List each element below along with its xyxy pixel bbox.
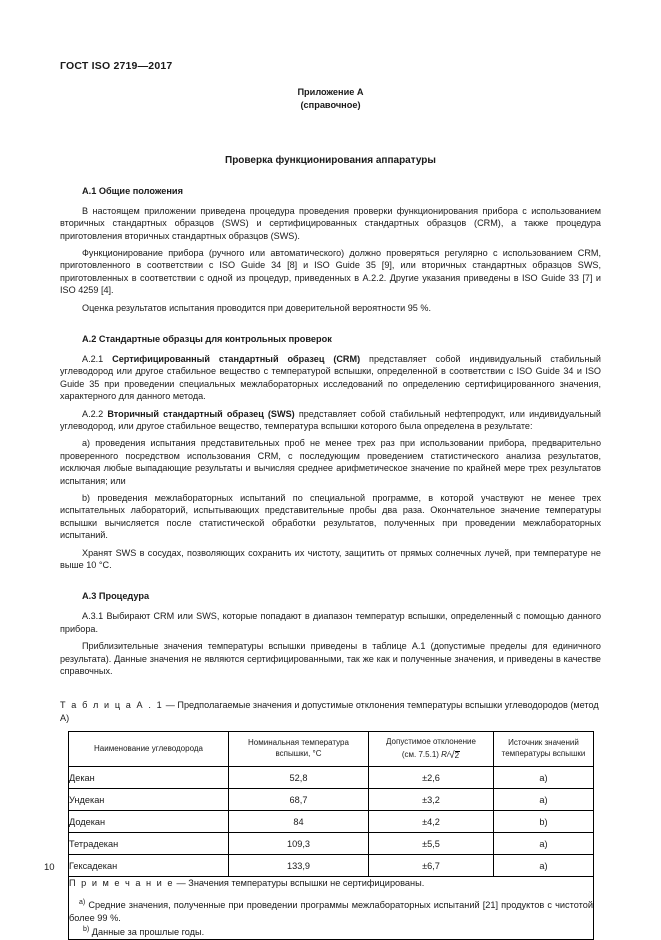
running-header: ГОСТ ISO 2719—2017 — [60, 60, 173, 72]
column-header-source-line2: температуры вспышки — [501, 749, 586, 759]
column-header-tolerance-line1: Допустимое отклонение — [386, 736, 476, 746]
footnote-a-marker: a) — [79, 899, 86, 907]
section-heading-a3: А.3 Процедура — [82, 591, 150, 602]
column-header-source — [494, 731, 594, 766]
table-row — [69, 855, 594, 877]
annex-kind: (справочное) — [300, 100, 361, 111]
cell-hydrocarbon-name: Декан — [69, 767, 229, 789]
paragraph-a2-2 — [60, 408, 601, 433]
tolerance-clause-ref: (см. 7.5.1) — [401, 749, 439, 759]
column-header-hydrocarbon-name: Наименование углеводорода — [69, 731, 229, 766]
page-content — [60, 86, 601, 940]
paragraph-a1-1: В настоящем приложении приведена процедура проведения проверки функционирования прибора с использованием вторичных стандартных образцов (SWS) и сертифицированных стандартных образцов (CRM), а также процедура приготовления вторичных стандартных образцов (SWS). — [60, 205, 601, 241]
column-header-tolerance-formula — [402, 748, 460, 762]
column-header-source-line1: Источник значений — [508, 738, 579, 748]
cell-nominal-temperature: 52,8 — [229, 767, 369, 789]
clause-text-a22: представляет собой стабильный нефтепродукт, или индивидуальный углеводород, или другое стабильное вещество, температура вспышки которого была определена в результате: — [60, 408, 601, 431]
annex-label: Приложение А — [297, 87, 364, 97]
table-caption — [60, 699, 601, 724]
footnote-b-marker: b) — [83, 925, 90, 933]
tolerance-formula-var: R/ — [441, 749, 450, 759]
footnote-b — [69, 925, 593, 939]
cell-hydrocarbon-name: Гексадекан — [69, 855, 229, 877]
paragraph-a2-3: Хранят SWS в сосудах, позволяющих сохранить их чистоту, защитить от прямых солнечных лучей, при температуре не выше 10 °C. — [60, 547, 601, 571]
table-row — [69, 833, 594, 855]
footnote-a-text: Средние значения, полученные при проведении программы межлабораторных испытаний [21] продуктов с чистотой более 99 %. — [69, 900, 593, 924]
cell-nominal-temperature: 109,3 — [229, 833, 369, 855]
clause-number-a21: А.2.1 — [82, 353, 104, 364]
cell-tolerance: ±5,5 — [369, 833, 494, 855]
table-row — [69, 811, 594, 833]
cell-tolerance: ±6,7 — [369, 855, 494, 877]
clause-text-a21: представляет собой индивидуальный стабильный углеводород или другое стабильное вещество с температурой вспышки, определенной в соответствии с ISO Guide 34 и ISO Guide 35 при проведении специальных межлабораторных исследований по определению сертифицированного значения, характерного для данного метода. — [60, 353, 601, 402]
tolerance-formula-radicand: 2 — [454, 750, 460, 760]
cell-nominal-temperature: 84 — [229, 811, 369, 833]
footnote-a — [69, 898, 593, 925]
cell-tolerance: ±4,2 — [369, 811, 494, 833]
annex-title: Проверка функционирования аппаратуры — [225, 154, 436, 166]
cell-source: a) — [494, 789, 594, 811]
table-row — [69, 767, 594, 789]
note-label: П р и м е ч а н и е — [69, 878, 174, 889]
cell-source: a) — [494, 833, 594, 855]
cell-hydrocarbon-name: Тетрадекан — [69, 833, 229, 855]
paragraph-a2-1 — [60, 353, 601, 403]
paragraph-a1-2: Функционирование прибора (ручного или автоматического) должно проверяться регулярно с использованием CRM, приготовленного в соответствии с ISO Guide 34 [8] и ISO Guide 35 [9], или вторичных стандартных образцов SWS, приготовленных в соответствии с одной из процедур, приведенных в А.2.2. Другие указания приведены в ISO Guide 33 [7] и ISO 4259 [4]. — [60, 247, 601, 296]
table-caption-dash: — — [165, 700, 175, 711]
table-body — [69, 767, 594, 940]
column-header-nominal-line1: Номинальная температура — [248, 738, 349, 748]
cell-source: a) — [494, 767, 594, 789]
term-sws: Вторичный стандартный образец (SWS) — [107, 408, 295, 419]
table-row — [69, 789, 594, 811]
cell-tolerance: ±3,2 — [369, 789, 494, 811]
cell-source: a) — [494, 855, 594, 877]
flash-point-table — [68, 731, 594, 940]
table-caption-text: Предполагаемые значения и допустимые отклонения температуры вспышки углеводородов (метод А) — [60, 700, 599, 724]
list-item-a: a) проведения испытания представительных проб не менее трех раз при использовании прибора, предварительно проверенного посредством использования CRM, с последующим проведением статистического анализа результатов, исключая любые выпадающие результаты и вычисляя среднее арифметическое значение по крайней мере трех результатов испытания; или — [60, 438, 601, 486]
annex-heading-block — [60, 86, 601, 113]
paragraph-a1-3: Оценка результатов испытания проводится при доверительной вероятности 95 %. — [82, 302, 431, 313]
note-text: Значения температуры вспышки не сертифицированы. — [188, 878, 425, 889]
table-caption-label: Т а б л и ц а А . 1 — [60, 700, 164, 711]
column-header-tolerance — [369, 731, 494, 766]
table-header-row — [69, 731, 594, 766]
cell-hydrocarbon-name: Ундекан — [69, 789, 229, 811]
section-heading-a2: А.2 Стандартные образцы для контрольных проверок — [82, 333, 332, 344]
page-number: 10 — [44, 862, 55, 873]
cell-nominal-temperature: 133,9 — [229, 855, 369, 877]
cell-nominal-temperature: 68,7 — [229, 789, 369, 811]
cell-source: b) — [494, 811, 594, 833]
clause-number-a22: А.2.2 — [82, 408, 104, 419]
section-heading-a1: А.1 Общие положения — [82, 185, 183, 196]
term-crm: Сертифицированный стандартный образец (CRM) — [112, 353, 361, 364]
cell-tolerance: ±2,6 — [369, 767, 494, 789]
note-dash: — — [176, 878, 186, 889]
paragraph-a3-1: А.3.1 Выбирают CRM или SWS, которые попадают в диапазон температур вспышки, определенный с помощью данного прибора. — [60, 611, 601, 634]
column-header-nominal-line2: вспышки, °C — [275, 749, 322, 759]
footnote-b-text: Данные за прошлые годы. — [91, 926, 205, 937]
table-note — [69, 877, 593, 890]
table-notes — [69, 877, 594, 940]
paragraph-a3-2: Приблизительные значения температуры вспышки приведены в таблице А.1 (допустимые пределы для единичного результата). Данные значения не являются сертифицированными, так же как и полученные значения, и приведены в качестве справочных. — [60, 641, 601, 677]
list-item-b: b) проведения межлабораторных испытаний по специальной программе, в которой участвуют не менее трех испытательных лабораторий, испытывающих представительные пробы два раза. Окончательное значение температуры вспышки вычисляется после статистической обработки результатов, полученных при проведении межлабораторных испытаний. — [60, 493, 601, 541]
table-notes-row — [69, 877, 594, 940]
column-header-nominal-temperature — [229, 731, 369, 766]
square-root-icon: √ — [449, 749, 455, 761]
cell-hydrocarbon-name: Додекан — [69, 811, 229, 833]
